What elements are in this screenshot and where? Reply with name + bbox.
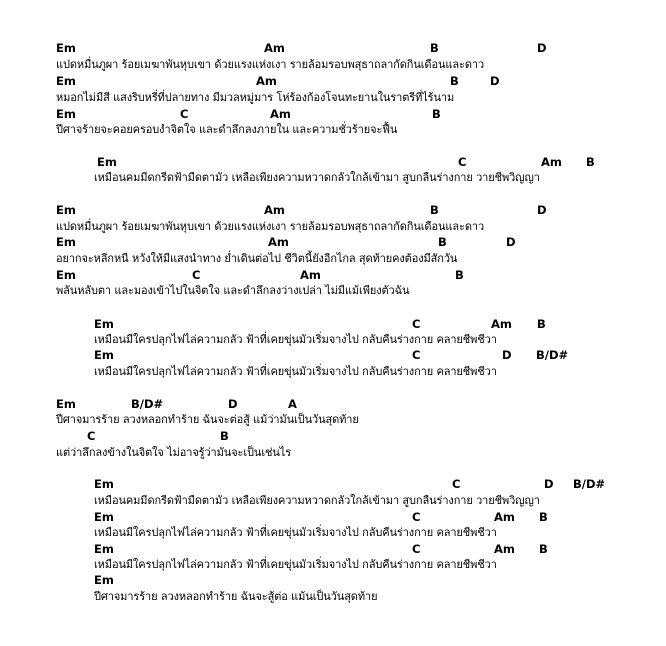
chord-symbol: Em — [94, 542, 114, 556]
chord-symbol: B — [438, 235, 447, 249]
chord-symbol: B/D# — [131, 397, 164, 411]
chord-symbol: B — [220, 429, 229, 443]
chord-symbol: D — [537, 41, 547, 55]
chord-symbol: Am — [300, 268, 321, 282]
lyric-row — [0, 57, 666, 73]
lyric-line: หมอกไม่มีสี แสงริบหรี่ที่ปลายทาง มีมวลหมู่มาร โห่ร้องก้องโจนทะยานในราตรีที่ไร้นาม — [56, 91, 455, 104]
lyric-row — [0, 412, 666, 428]
lyric-row — [0, 332, 666, 348]
chord-row — [0, 572, 666, 588]
chord-symbol: Am — [264, 41, 285, 55]
chord-symbol: Am — [494, 510, 515, 524]
chord-row — [0, 267, 666, 283]
chord-row — [0, 234, 666, 250]
lyric-line: เหมือนคมมีดกรีดฟ้ามืดตามัว เหลือเพียงความหวาดกลัวใกล้เข้ามา สูบกลืนร่างกาย วายชีพวิญญา — [94, 494, 540, 507]
lyric-row — [0, 219, 666, 235]
chord-symbol: Am — [270, 107, 291, 121]
chord-symbol: Em — [56, 107, 76, 121]
chord-row — [0, 40, 666, 56]
lyric-row — [0, 525, 666, 541]
chord-symbol: Em — [56, 268, 76, 282]
chord-symbol: Em — [94, 317, 114, 331]
chord-symbol: C — [452, 477, 461, 491]
chord-symbol: D — [544, 477, 554, 491]
chord-symbol: D — [490, 74, 500, 88]
chord-symbol: Am — [494, 542, 515, 556]
chord-symbol: D — [537, 203, 547, 217]
lyric-line: แต่ว่าลึกลงข้างในจิตใจ ไม่อาจรู้ว่ามันจะเป็นเช่นไร — [56, 446, 292, 459]
chord-symbol: B/D# — [573, 477, 606, 491]
lyric-row — [0, 251, 666, 267]
chord-symbol: B — [539, 542, 548, 556]
lyric-line: เหมือนมีใครปลุกไฟไล่ความกลัว ฟ้าที่เคยขุ่นมัวเริ่มจางไป กลับคืนร่างกาย คลายชีพชีวา — [94, 365, 497, 378]
chord-row — [0, 316, 666, 332]
chord-row — [0, 541, 666, 557]
chord-symbol: Em — [56, 74, 76, 88]
lyric-row — [0, 557, 666, 573]
lyric-row — [0, 493, 666, 509]
chord-symbol: D — [506, 235, 516, 249]
chord-row — [0, 347, 666, 363]
chord-symbol: C — [412, 542, 421, 556]
chord-row — [0, 396, 666, 412]
chord-symbol: C — [412, 348, 421, 362]
chord-symbol: C — [180, 107, 189, 121]
chord-symbol: B — [539, 510, 548, 524]
lyric-row — [0, 170, 666, 186]
lyric-line: อยากจะหลีกหนี หวังให้มีแสงนำทาง ย่ำเดินต่อไป ชีวิตนี้ยังอีกไกล สุดท้ายคงต้องมีสักวัน — [56, 252, 458, 265]
lyric-line: แปดหมื่นภูผา ร้อยเมฆาพันหุบเขา ด้วยแรงแห่งเงา รายล้อมรอบพสุธาถลากัดกินเดือนและดาว — [56, 58, 485, 71]
chord-symbol: C — [412, 317, 421, 331]
lyric-line: ปีศาจร้ายจะคอยครอบงำจิตใจ และดำลึกลงภายใน และความชั่วร้ายจะฟื้น — [56, 123, 398, 136]
chord-symbol: B — [432, 107, 441, 121]
lyric-row — [0, 364, 666, 380]
lyric-line: เหมือนมีใครปลุกไฟไล่ความกลัว ฟ้าที่เคยขุ่นมัวเริ่มจางไป กลับคืนร่างกาย คลายชีพชีวา — [94, 558, 497, 571]
lyric-line: แปดหมื่นภูผา ร้อยเมฆาพันหุบเขา ด้วยแรงแห่งเงา รายล้อมรอบพสุธาถลากัดกินเดือนและดาว — [56, 220, 485, 233]
chord-symbol: Em — [56, 41, 76, 55]
chord-row — [0, 73, 666, 89]
chord-symbol: Am — [264, 203, 285, 217]
chord-row — [0, 428, 666, 444]
chord-symbol: B — [430, 203, 439, 217]
chord-symbol: Am — [256, 74, 277, 88]
chord-row — [0, 509, 666, 525]
lyric-row — [0, 90, 666, 106]
chord-symbol: Em — [56, 203, 76, 217]
lyric-row — [0, 122, 666, 138]
lyric-line: เหมือนมีใครปลุกไฟไล่ความกลัว ฟ้าที่เคยขุ่นมัวเริ่มจางไป กลับคืนร่างกาย คลายชีพชีวา — [94, 333, 497, 346]
lyric-row — [0, 589, 666, 605]
chord-symbol: B/D# — [536, 348, 569, 362]
chord-symbol: C — [458, 155, 467, 169]
chord-symbol: Am — [268, 235, 289, 249]
chord-symbol: Em — [56, 397, 76, 411]
lyric-line: พลันหลับตา และมองเข้าไปในจิตใจ และดำลึกลงว่างเปล่า ไม่มีแม้เพียงตัวฉัน — [56, 284, 410, 297]
chord-symbol: B — [450, 74, 459, 88]
chord-symbol: Em — [56, 235, 76, 249]
lyric-row — [0, 283, 666, 299]
chord-row — [0, 202, 666, 218]
lyric-line: เหมือนคมมีดกรีดฟ้ามืดตามัว เหลือเพียงความหวาดกลัวใกล้เข้ามา สูบกลืนร่างกาย วายชีพวิญญา — [94, 171, 540, 184]
lyric-line: ปีศาจมารร้าย ลวงหลอกทำร้าย ฉันจะสู้ต่อ แม้นเป็นวันสุดท้าย — [94, 590, 378, 603]
chord-symbol: A — [288, 397, 297, 411]
chord-symbol: B — [455, 268, 464, 282]
chord-symbol: B — [586, 155, 595, 169]
chord-symbol: D — [502, 348, 512, 362]
chord-symbol: B — [430, 41, 439, 55]
lyric-line: เหมือนมีใครปลุกไฟไล่ความกลัว ฟ้าที่เคยขุ่นมัวเริ่มจางไป กลับคืนร่างกาย คลายชีพชีวา — [94, 526, 497, 539]
chord-symbol: B — [537, 317, 546, 331]
chord-row — [0, 476, 666, 492]
lyric-line: ปีศาจมารร้าย ลวงหลอกทำร้าย ฉันจะต่อสู้ แม้ว่ามันเป็นวันสุดท้าย — [56, 413, 359, 426]
chord-symbol: C — [192, 268, 201, 282]
chord-symbol: Em — [94, 477, 114, 491]
chord-symbol: Em — [94, 510, 114, 524]
chord-symbol: D — [228, 397, 238, 411]
chord-symbol: Em — [94, 573, 114, 587]
chord-symbol: Em — [97, 155, 117, 169]
chord-symbol: Em — [94, 348, 114, 362]
chord-row — [0, 106, 666, 122]
chord-symbol: C — [87, 429, 96, 443]
chord-symbol: C — [412, 510, 421, 524]
chord-symbol: Am — [491, 317, 512, 331]
lyric-row — [0, 445, 666, 461]
chord-row — [0, 154, 666, 170]
chord-symbol: Am — [541, 155, 562, 169]
